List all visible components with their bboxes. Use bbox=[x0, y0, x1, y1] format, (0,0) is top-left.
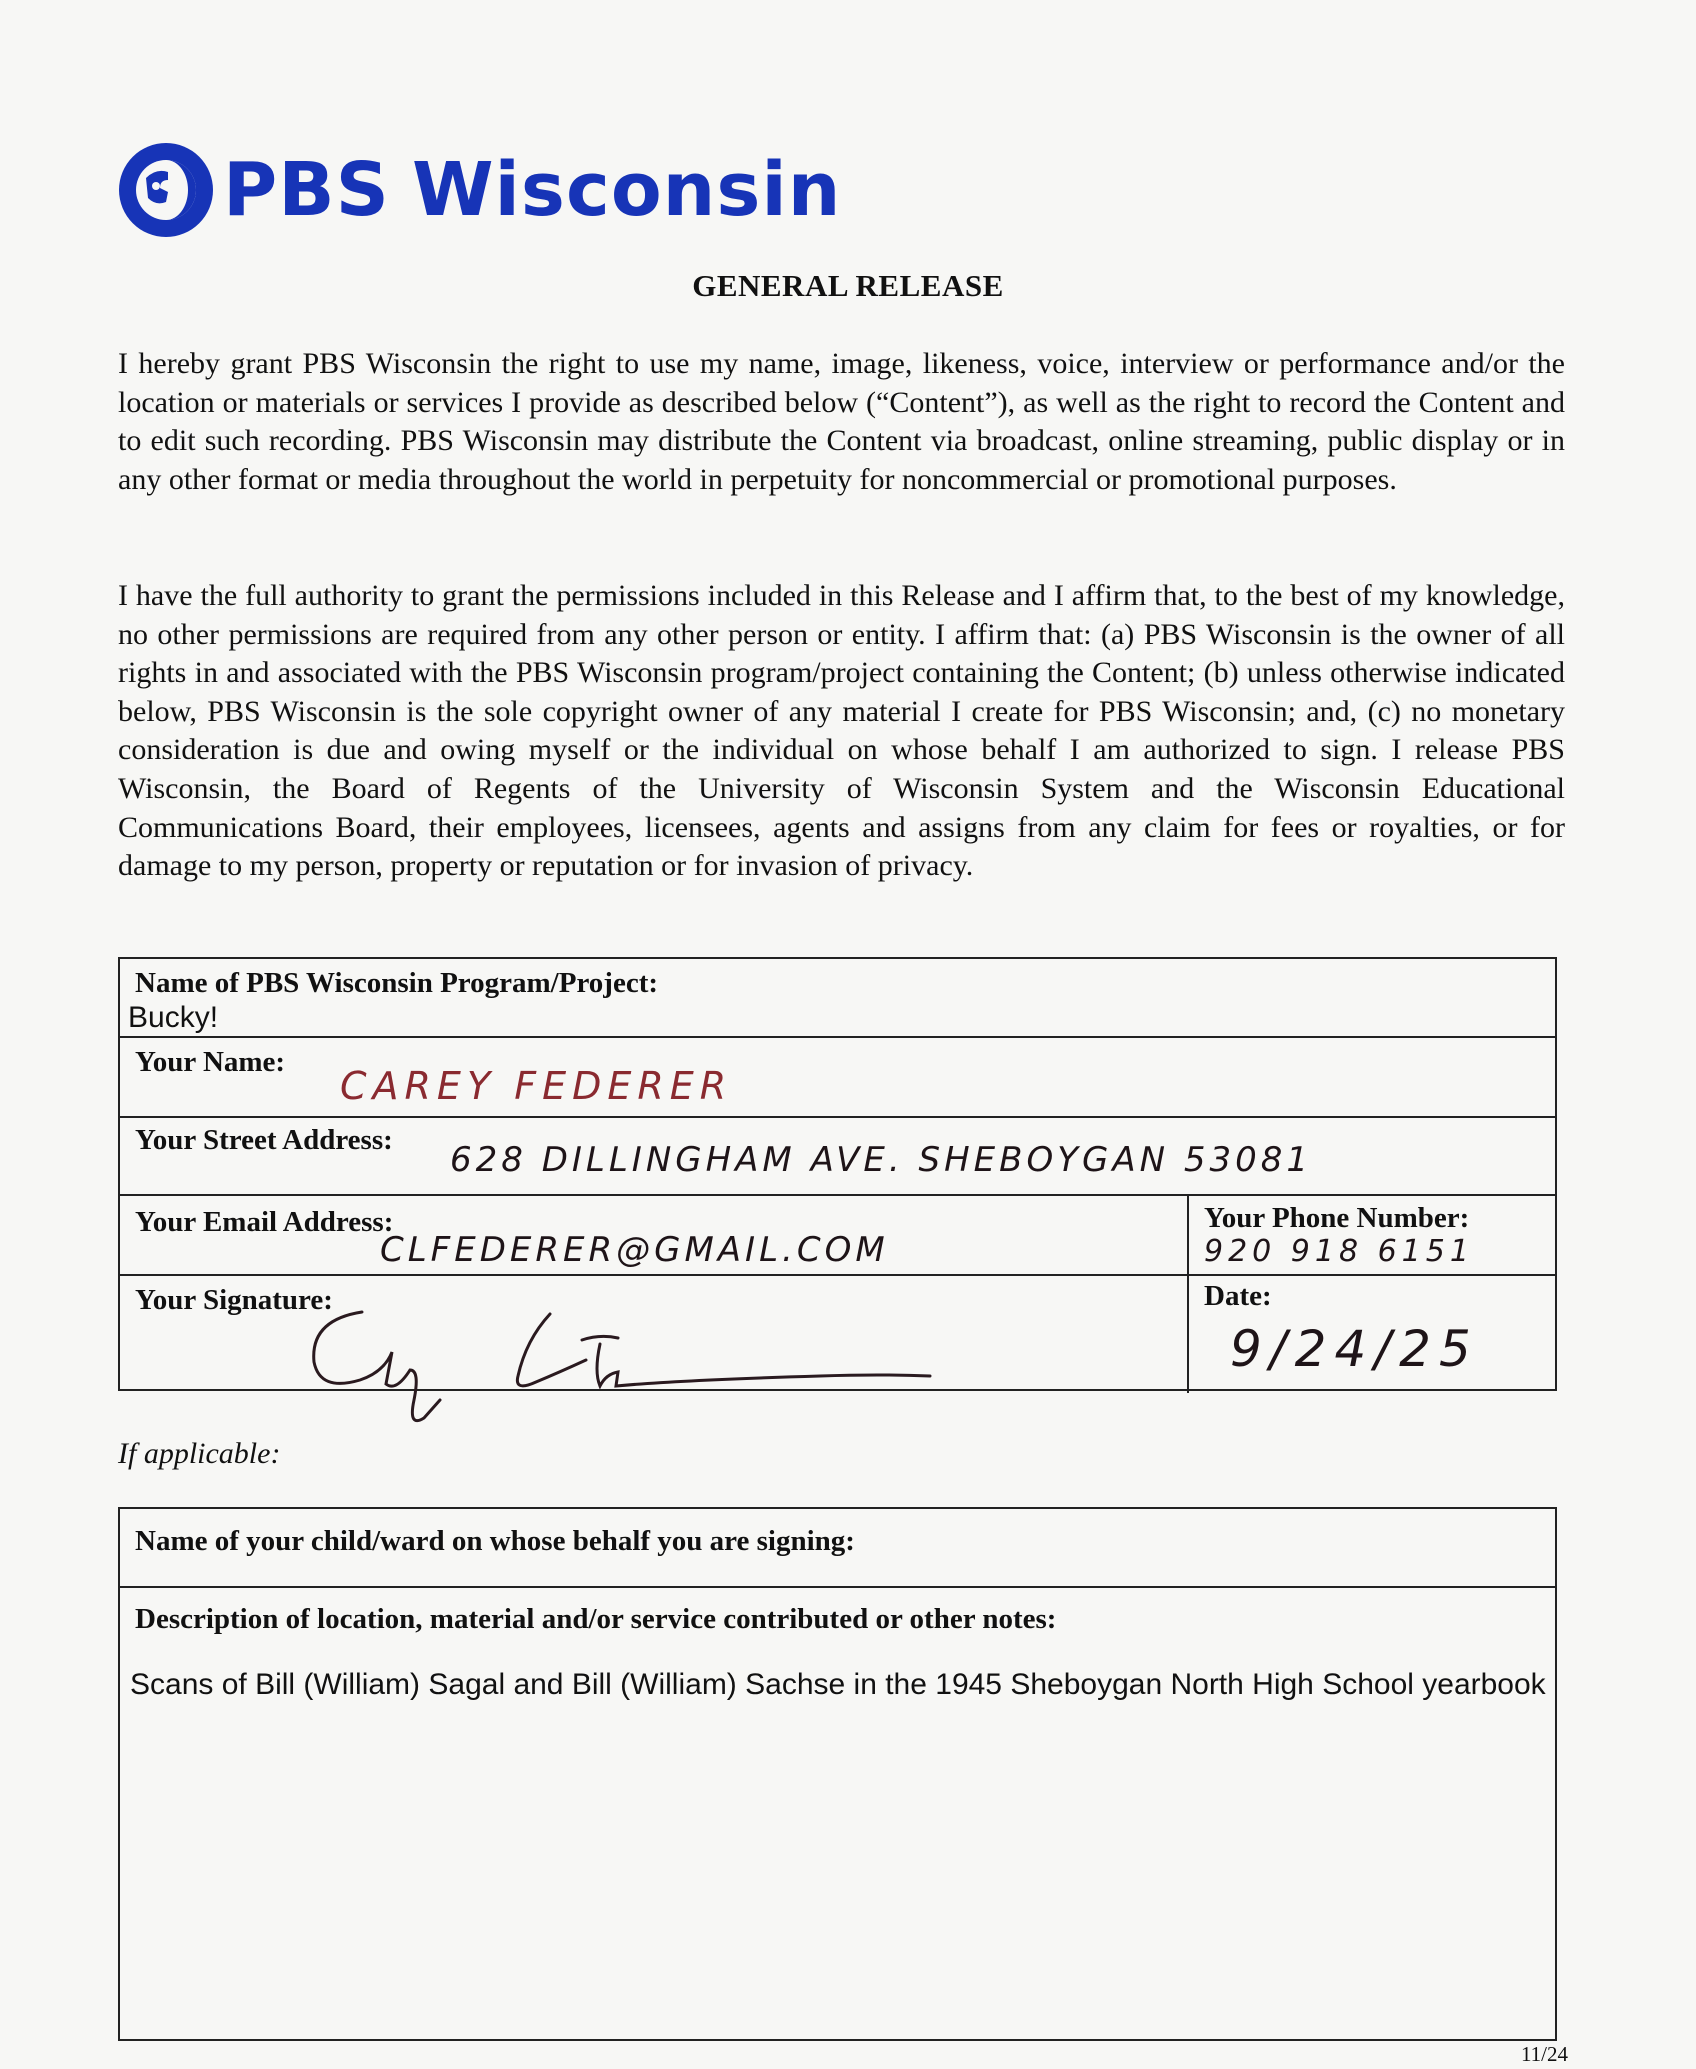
email-value[interactable]: CLFEDERER@GMAIL.COM bbox=[380, 1230, 889, 1270]
grant-paragraph: I hereby grant PBS Wisconsin the right to use my name, image, likeness, voice, interview or performance and/or the location or materials or services I provide as described below (“Content”), as well as the right to record the Content and to edit such recording. PBS Wisconsin may distribute the Content via broadcast, online streaming, public display or in any other format or media throughout the world in perpetuity for noncommercial or promotional purposes. bbox=[118, 347, 1565, 496]
column-divider bbox=[1187, 1196, 1189, 1274]
address-row bbox=[120, 1118, 1555, 1196]
address-label: Your Street Address: bbox=[135, 1124, 393, 1156]
signature-label: Your Signature: bbox=[135, 1284, 333, 1316]
address-value[interactable]: 628 DILLINGHAM AVE. SHEBOYGAN 53081 bbox=[450, 1140, 1312, 1180]
additional-info-table bbox=[118, 1507, 1557, 2041]
date-label: Date: bbox=[1204, 1280, 1272, 1312]
document-title: GENERAL RELEASE bbox=[692, 268, 1004, 303]
pbs-wisconsin-logo bbox=[115, 140, 841, 240]
if-applicable-note: If applicable: bbox=[118, 1437, 281, 1470]
child-ward-label: Name of your child/ward on whose behalf you are signing: bbox=[135, 1525, 855, 1557]
phone-value[interactable]: 920 918 6151 bbox=[1204, 1234, 1474, 1269]
name-label: Your Name: bbox=[135, 1046, 286, 1078]
email-label: Your Email Address: bbox=[135, 1206, 394, 1238]
program-row bbox=[120, 959, 1555, 1038]
description-value[interactable]: Scans of Bill (William) Sagal and Bill (William) Sachse in the 1945 Sheboygan North High School yearbook bbox=[130, 1668, 1546, 1701]
page-number: 11/24 bbox=[1520, 2042, 1568, 2066]
name-row bbox=[120, 1038, 1555, 1118]
email-phone-row bbox=[120, 1196, 1555, 1276]
column-divider bbox=[1187, 1276, 1189, 1393]
authority-paragraph: I have the full authority to grant the permissions included in this Release and I affirm that, to the best of my knowledge, no other permissions are required from any other person or entity. I affirm that: (a) PBS Wisconsin is the owner of all rights in and associated with the PBS Wisconsin program/project containing the Content; (b) unless otherwise indicated below, PBS Wisconsin is the sole copyright owner of any material I create for PBS Wisconsin; and, (c) no monetary consideration is due and owing myself or the individual on whose behalf I am authorized to sign. I release PBS Wisconsin, the Board of Regents of the University of Wisconsin System and the Wisconsin Educational Communications Board, their employees, licensees, agents and assigns from any claim for fees or royalties, or for damage to my person, property or reputation or for invasion of privacy. bbox=[118, 579, 1565, 883]
date-value[interactable]: 9/24/25 bbox=[1230, 1320, 1479, 1378]
logo-wordmark: PBS Wisconsin bbox=[223, 147, 842, 233]
description-label: Description of location, material and/or service contributed or other notes: bbox=[135, 1603, 1057, 1635]
name-value[interactable]: CAREY FEDERER bbox=[340, 1064, 733, 1108]
pbs-head-icon bbox=[115, 140, 217, 240]
phone-label: Your Phone Number: bbox=[1204, 1202, 1470, 1234]
program-label: Name of PBS Wisconsin Program/Project: bbox=[135, 967, 659, 999]
child-ward-row bbox=[120, 1509, 1555, 1588]
handwritten-signature bbox=[300, 1300, 940, 1430]
program-value[interactable]: Bucky! bbox=[128, 1001, 219, 1034]
